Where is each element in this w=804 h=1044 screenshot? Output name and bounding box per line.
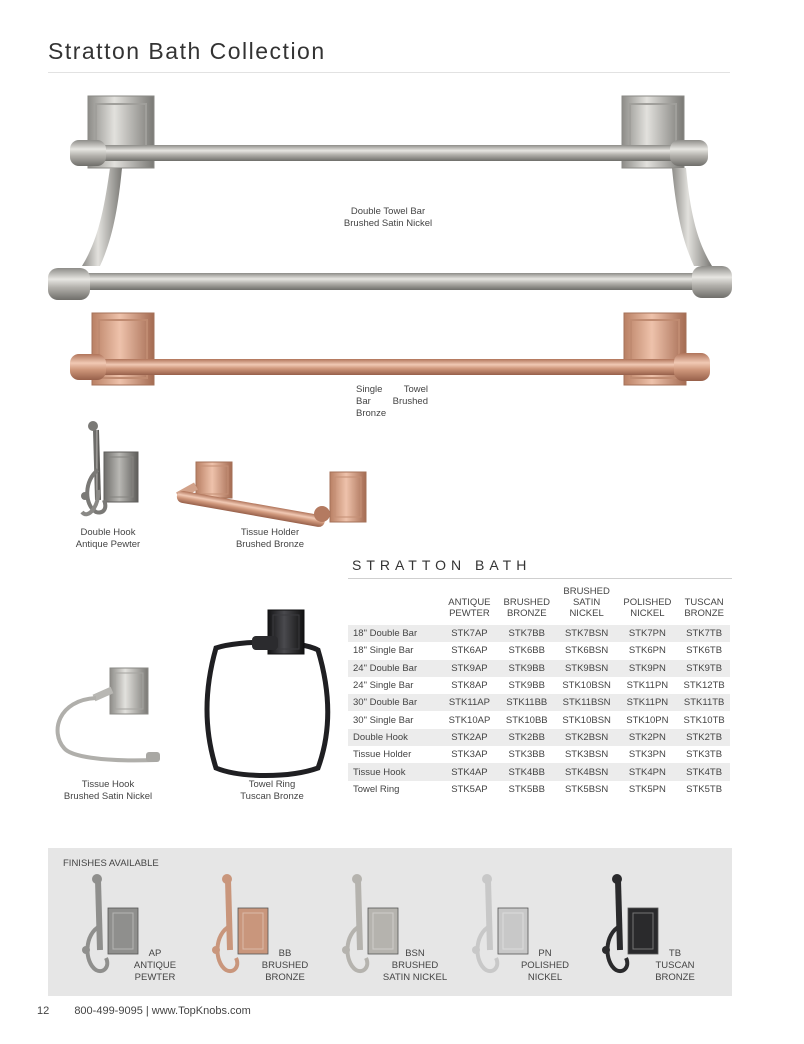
sku-cell: STK11BB: [497, 694, 557, 711]
finish-name1: BRUSHED: [391, 960, 439, 971]
finish-sku-table: [348, 586, 730, 798]
sku-cell: STK9TB: [678, 660, 730, 677]
sku-cell: STK6BSN: [557, 642, 617, 659]
finish-code: BB: [278, 948, 292, 959]
sku-cell: STK11AP: [442, 694, 497, 711]
table-row: [348, 746, 730, 763]
table-header-cell: BRUSHED BRONZE: [503, 597, 550, 619]
row-label: 30" Single Bar: [348, 711, 442, 728]
sku-cell: STK7TB: [678, 625, 730, 642]
sku-cell: STK10TB: [678, 711, 730, 728]
table-row: [348, 711, 730, 728]
table-header-blank: [348, 586, 442, 625]
footer-contact: 800-499-9095 | www.TopKnobs.com: [74, 1005, 251, 1017]
sku-cell: STK9PN: [617, 660, 679, 677]
table-header-cell: BRUSHED SATIN NICKEL: [563, 586, 610, 619]
row-label: 30" Double Bar: [348, 694, 442, 711]
finish-name2: NICKEL: [527, 972, 563, 983]
caption-line: Brushed Bronze: [235, 539, 305, 550]
caption-word: Towel: [403, 384, 428, 395]
sku-cell: STK4AP: [442, 763, 497, 780]
sku-cell: STK11PN: [617, 677, 679, 694]
table-header-cell: POLISHED NICKEL: [623, 597, 672, 619]
finish-caption: [250, 948, 320, 984]
table-row: [348, 694, 730, 711]
table-row: [348, 660, 730, 677]
caption-word: Brushed: [392, 396, 428, 407]
sku-cell: STK7AP: [442, 625, 497, 642]
finishes-heading: FINISHES AVAILABLE: [63, 858, 159, 869]
table-row: [348, 677, 730, 694]
row-label: 24" Double Bar: [348, 660, 442, 677]
page-number: 12: [37, 1005, 50, 1017]
sku-cell: STK10BSN: [557, 711, 617, 728]
row-label: Double Hook: [348, 729, 442, 746]
sku-cell: STK3BSN: [557, 746, 617, 763]
sku-cell: STK4BSN: [557, 763, 617, 780]
row-label: Tissue Holder: [348, 746, 442, 763]
caption-line: Brushed Satin Nickel: [343, 218, 433, 229]
sku-cell: STK10BB: [497, 711, 557, 728]
finish-code: TB: [668, 948, 682, 959]
caption-line: Tuscan Bronze: [240, 791, 304, 802]
table-header-cell: TUSCAN BRONZE: [684, 597, 724, 619]
table-row: [348, 781, 730, 798]
sku-cell: STK9AP: [442, 660, 497, 677]
finish-code: BSN: [405, 948, 425, 959]
caption-line: Towel Ring: [248, 779, 296, 790]
sku-cell: STK9BSN: [557, 660, 617, 677]
sku-cell: STK2AP: [442, 729, 497, 746]
sku-cell: STK3AP: [442, 746, 497, 763]
sku-cell: STK6PN: [617, 642, 679, 659]
page-title: Stratton Bath Collection: [48, 38, 326, 64]
sku-cell: STK5AP: [442, 781, 497, 798]
sku-cell: STK5BSN: [557, 781, 617, 798]
caption-word: Bronze: [356, 408, 387, 419]
sku-cell: STK7BSN: [557, 625, 617, 642]
sku-cell: STK12TB: [678, 677, 730, 694]
finish-name2: SATIN NICKEL: [382, 972, 448, 983]
sku-cell: STK9BB: [497, 660, 557, 677]
towel-ring-caption: [222, 779, 322, 803]
sku-cell: STK10PN: [617, 711, 679, 728]
sku-cell: STK2TB: [678, 729, 730, 746]
table-body: [348, 625, 730, 798]
sku-cell: STK4TB: [678, 763, 730, 780]
sku-cell: STK3PN: [617, 746, 679, 763]
sku-cell: STK11PN: [617, 694, 679, 711]
sku-cell: STK3BB: [497, 746, 557, 763]
row-label: Towel Ring: [348, 781, 442, 798]
finish-name1: ANTIQUE: [133, 960, 177, 971]
caption-word: Single: [356, 384, 383, 395]
sku-cell: STK2PN: [617, 729, 679, 746]
finish-caption: [120, 948, 190, 984]
finish-code: AP: [148, 948, 162, 959]
table-header-row: [348, 586, 730, 625]
finish-name1: TUSCAN: [655, 960, 695, 971]
row-label: 24" Single Bar: [348, 677, 442, 694]
table-row: [348, 729, 730, 746]
page-footer: [37, 1005, 251, 1017]
finish-code: PN: [538, 948, 552, 959]
sku-cell: STK3TB: [678, 746, 730, 763]
table-title-divider: [348, 578, 732, 579]
sku-cell: STK11TB: [678, 694, 730, 711]
caption-line: Double Towel Bar: [350, 206, 426, 217]
finish-caption: [510, 948, 580, 984]
sku-cell: STK9BB: [497, 677, 557, 694]
table-header-cell: ANTIQUE PEWTER: [448, 597, 491, 619]
sku-cell: STK6TB: [678, 642, 730, 659]
sku-cell: STK5PN: [617, 781, 679, 798]
finish-name2: BRONZE: [265, 972, 305, 983]
sku-cell: STK10AP: [442, 711, 497, 728]
table-row: [348, 625, 730, 642]
row-label: 18" Single Bar: [348, 642, 442, 659]
sku-cell: STK7PN: [617, 625, 679, 642]
finish-name1: BRUSHED: [261, 960, 309, 971]
sku-cell: STK5BB: [497, 781, 557, 798]
sku-cell: STK2BSN: [557, 729, 617, 746]
sku-cell: STK11BSN: [557, 694, 617, 711]
sku-cell: STK6AP: [442, 642, 497, 659]
sku-cell: STK7BB: [497, 625, 557, 642]
sku-cell: STK4BB: [497, 763, 557, 780]
finish-name2: PEWTER: [134, 972, 176, 983]
caption-line: Brushed Satin Nickel: [63, 791, 153, 802]
row-label: Tissue Hook: [348, 763, 442, 780]
caption-line: Double Hook: [80, 527, 136, 538]
finish-name2: BRONZE: [655, 972, 695, 983]
sku-cell: STK10BSN: [557, 677, 617, 694]
caption-line: Antique Pewter: [75, 539, 141, 550]
table-title: STRATTON BATH: [352, 557, 532, 573]
table-row: [348, 763, 730, 780]
finish-name1: POLISHED: [520, 960, 570, 971]
sku-cell: STK5TB: [678, 781, 730, 798]
caption-word: Bar: [356, 396, 371, 407]
caption-line: Tissue Holder: [240, 527, 300, 538]
finish-caption: [640, 948, 710, 984]
sku-cell: STK2BB: [497, 729, 557, 746]
sku-cell: STK8AP: [442, 677, 497, 694]
sku-cell: STK6BB: [497, 642, 557, 659]
sku-cell: STK4PN: [617, 763, 679, 780]
table-row: [348, 642, 730, 659]
finish-caption: [380, 948, 450, 984]
row-label: 18" Double Bar: [348, 625, 442, 642]
caption-line: Tissue Hook: [81, 779, 135, 790]
